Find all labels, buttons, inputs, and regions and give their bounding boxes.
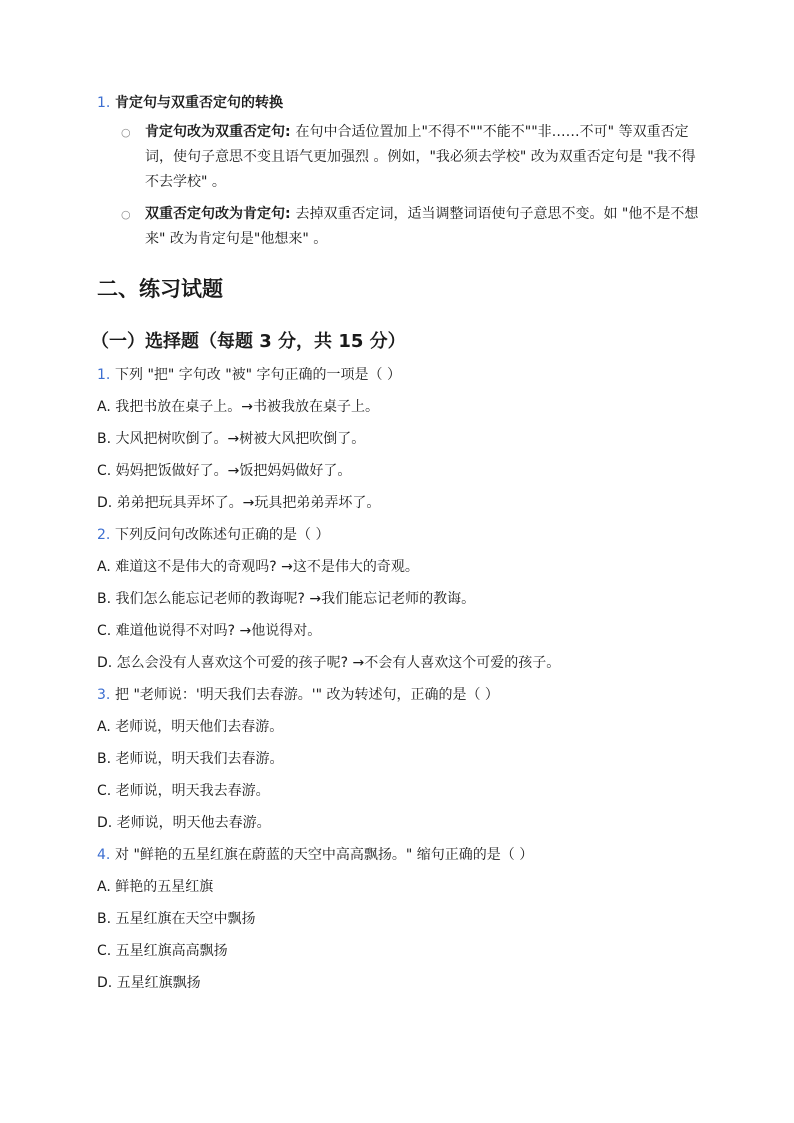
question-text: 下列反问句改陈述句正确的是（ ） xyxy=(115,527,330,543)
bullet-text: 去掉双重否定词，适当调整词语使句子意思不变。如 "他不是不想来" 改为肯定句是"他想来" 。 xyxy=(145,206,699,247)
bullet-label: 双重否定句改为肯定句 xyxy=(145,206,285,222)
question-text: 对 "鲜艳的五星红旗在蔚蓝的天空中高高飘扬。" 缩句正确的是（ ） xyxy=(115,847,534,863)
question-number: 3. xyxy=(97,687,111,703)
intro-item xyxy=(97,92,707,114)
bullet-separator: : xyxy=(285,124,296,140)
answer-option: D. 弟弟把玩具弄坏了。→玩具把弟弟弄坏了。 xyxy=(97,495,381,511)
answer-option: B. 五星红旗在天空中飘扬 xyxy=(97,911,256,927)
answer-option: A. 难道这不是伟大的奇观吗? →这不是伟大的奇观。 xyxy=(97,559,419,575)
question-text: 把 "老师说：'明天我们去春游。'" 改为转述句，正确的是（ ） xyxy=(115,687,499,703)
answer-option: D. 五星红旗飘扬 xyxy=(97,975,201,991)
question-text: 下列 "把" 字句改 "被" 字句正确的一项是（ ） xyxy=(115,367,402,383)
question-stem xyxy=(97,524,707,546)
bullet-label: 肯定句改为双重否定句 xyxy=(145,124,285,140)
answer-option: C. 老师说，明天我去春游。 xyxy=(97,783,270,799)
intro-item-title: 肯定句与双重否定句的转换 xyxy=(115,95,283,111)
question-number: 2. xyxy=(97,527,111,543)
answer-option: C. 妈妈把饭做好了。→饭把妈妈做好了。 xyxy=(97,463,352,479)
subsection-title: （一）选择题（每题 3 分，共 15 分） xyxy=(91,331,406,352)
intro-item-number: 1. xyxy=(97,95,111,111)
question-stem xyxy=(97,684,707,706)
answer-option: B. 我们怎么能忘记老师的教诲呢? →我们能忘记老师的教诲。 xyxy=(97,591,476,607)
bullet-separator: : xyxy=(285,206,296,222)
question-stem xyxy=(97,364,707,386)
document-content xyxy=(91,92,707,1004)
bullet-circle-icon: ○ xyxy=(121,126,131,139)
intro-bullet-list xyxy=(121,120,707,252)
question-number: 4. xyxy=(97,847,111,863)
bullet-circle-icon: ○ xyxy=(121,208,131,221)
answer-option: A. 鲜艳的五星红旗 xyxy=(97,879,214,895)
answer-option: A. 我把书放在桌子上。→书被我放在桌子上。 xyxy=(97,399,379,415)
question-list xyxy=(97,364,707,994)
answer-option: D. 老师说，明天他去春游。 xyxy=(97,815,271,831)
bullet-text: 在句中合适位置加上"不得不""不能不""非……不可" 等双重否定词，使句子意思不变且语气更加强烈 。例如，"我必须去学校" 改为双重否定句是 "我不得不去学校" 。 xyxy=(145,124,696,190)
answer-option: B. 老师说，明天我们去春游。 xyxy=(97,751,284,767)
answer-option: D. 怎么会没有人喜欢这个可爱的孩子呢? →不会有人喜欢这个可爱的孩子。 xyxy=(97,655,561,671)
answer-option: C. 难道他说得不对吗? →他说得对。 xyxy=(97,623,322,639)
intro-bullet xyxy=(121,120,707,195)
question-number: 1. xyxy=(97,367,111,383)
section-title: 二、练习试题 xyxy=(97,277,223,301)
answer-option: C. 五星红旗高高飘扬 xyxy=(97,943,228,959)
question-stem xyxy=(97,844,707,866)
answer-option: A. 老师说，明天他们去春游。 xyxy=(97,719,284,735)
answer-option: B. 大风把树吹倒了。→树被大风把吹倒了。 xyxy=(97,431,366,447)
intro-bullet xyxy=(121,202,707,252)
